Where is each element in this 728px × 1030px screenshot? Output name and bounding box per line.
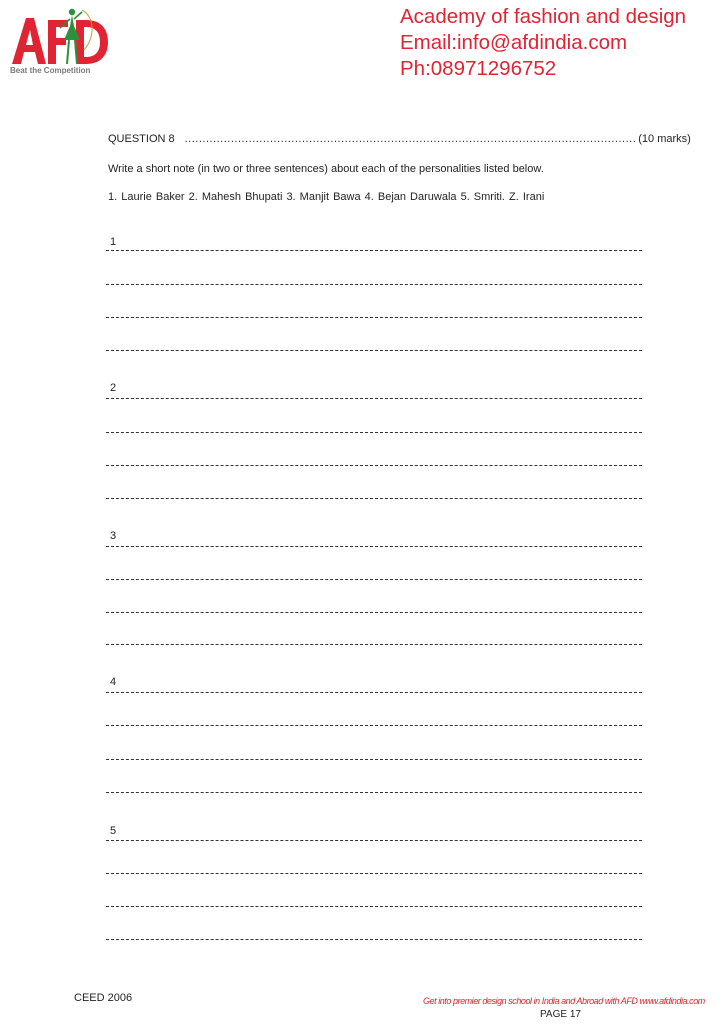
answer-line [106, 873, 642, 874]
contact-email: Email:info@afdindia.com [400, 31, 628, 54]
question-instruction: Write a short note (in two or three sentences) about each of the personalities listed below. [108, 163, 544, 175]
answer-line [106, 692, 642, 693]
answer-number: 5 [110, 825, 117, 837]
answer-line [106, 284, 642, 285]
answer-line [106, 840, 642, 841]
answer-line [106, 759, 642, 760]
answer-line [106, 579, 642, 580]
answer-line [106, 725, 642, 726]
logo-tagline: Beat the Competition [10, 66, 91, 75]
answer-line [106, 939, 642, 940]
exam-label: CEED 2006 [74, 992, 133, 1004]
answer-line [106, 644, 642, 645]
answer-number: 2 [110, 382, 117, 394]
academy-name: Academy of fashion and design [400, 5, 687, 28]
answer-line [106, 498, 642, 499]
answer-line [106, 465, 642, 466]
contact-phone: Ph:08971296752 [400, 57, 557, 80]
answer-number: 4 [110, 676, 117, 688]
question-heading [108, 133, 691, 145]
answer-number: 3 [110, 530, 117, 542]
answer-line [106, 398, 642, 399]
answer-line [106, 906, 642, 907]
dotted-leader: ............................................................................................................................... [184, 133, 637, 145]
answer-line [106, 432, 642, 433]
footer-promo: Get into premier design school in India and Abroad with AFD www.afdindia.com [423, 996, 705, 1006]
personality-list: 1. Laurie Baker 2. Mahesh Bhupati 3. Manjit Bawa 4. Bejan Daruwala 5. Smriti. Z. Irani [108, 191, 545, 203]
question-title: QUESTION 8 [108, 133, 175, 145]
contact-block [400, 4, 686, 82]
answer-line [106, 612, 642, 613]
afd-logo-mark [10, 6, 110, 68]
page-number: PAGE 17 [540, 1009, 581, 1020]
answer-number: 1 [110, 236, 117, 248]
question-marks: (10 marks) [638, 133, 691, 145]
answer-line [106, 250, 642, 251]
answer-line [106, 350, 642, 351]
answer-line [106, 317, 642, 318]
answer-line [106, 792, 642, 793]
answer-line [106, 546, 642, 547]
